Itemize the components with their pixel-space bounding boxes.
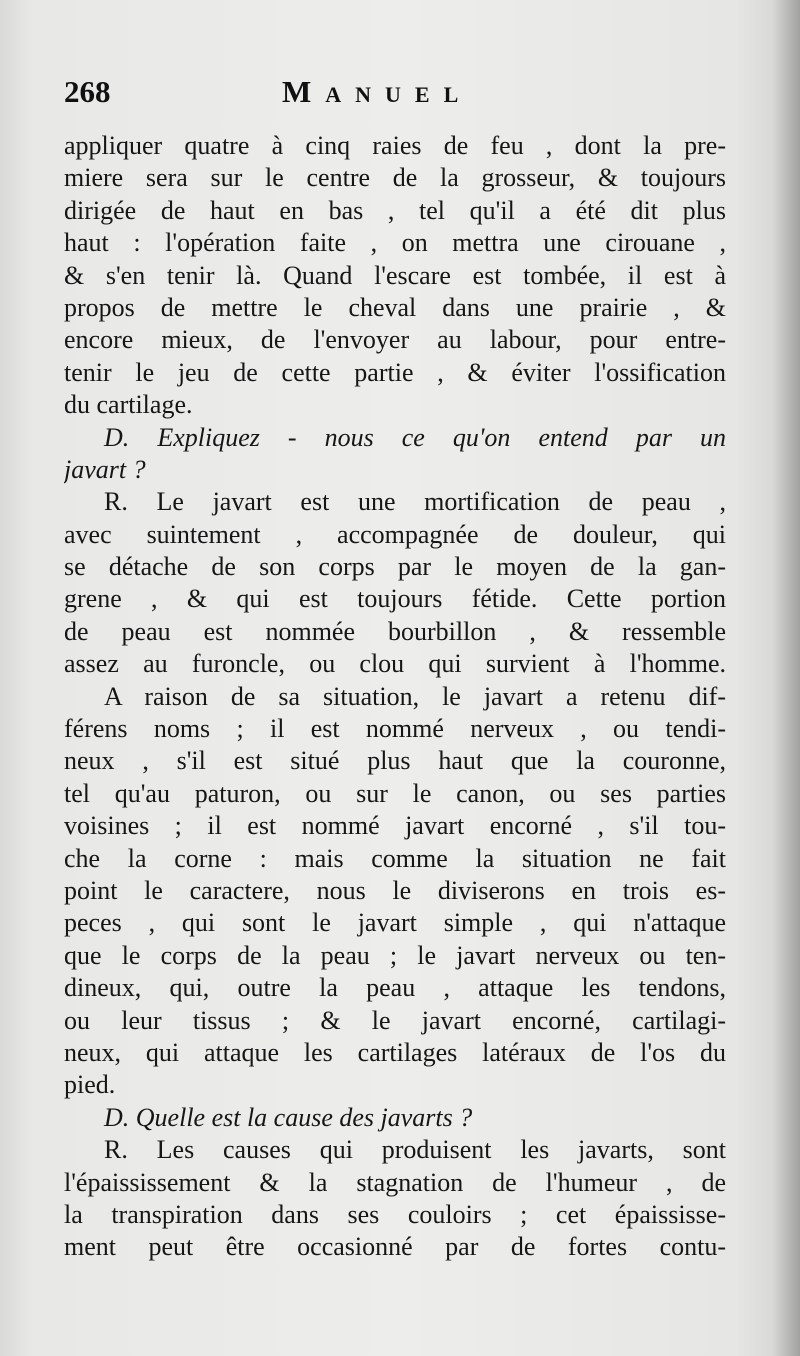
text-line: dineux, qui, outre la peau , attaque les tendons,	[64, 973, 726, 1003]
text-line: miere sera sur le centre de la grosseur, & toujours	[64, 163, 726, 193]
text-line: que le corps de la peau ; le javart nerveux ou ten-	[64, 940, 726, 970]
text-line: assez au furoncle, ou clou qui survient à l'homme.	[64, 649, 726, 679]
text-line: haut : l'opération faite , on mettra une cirouane ,	[64, 228, 726, 258]
text-line: avec suintement , accompagnée de douleur, qui	[64, 519, 726, 549]
answer-line: R. Le javart est une mortification de peau ,	[104, 487, 726, 517]
text-line: point le caractere, nous le diviserons en trois es-	[64, 875, 726, 905]
text-line: tel qu'au paturon, ou sur le canon, ou ses parties	[64, 778, 726, 808]
question-line: D. Expliquez - nous ce qu'on entend par un	[104, 422, 726, 452]
text-line: neux , s'il est situé plus haut que la couronne,	[64, 746, 726, 776]
text-line: neux, qui attaque les cartilages latéraux de l'os du	[64, 1037, 726, 1067]
text-line: peces , qui sont le javart simple , qui n'attaque	[64, 908, 726, 938]
text-line: grene , & qui est toujours fétide. Cette portion	[64, 584, 726, 614]
text-line: ou leur tissus ; & le javart encorné, cartilagi-	[64, 1005, 726, 1035]
body-text	[64, 130, 726, 1264]
text-line: férens noms ; il est nommé nerveux , ou tendi-	[64, 714, 726, 744]
text-line: l'épaississement & la stagnation de l'humeur , de	[64, 1167, 726, 1197]
text-line: tenir le jeu de cette partie , & éviter l'ossification	[64, 357, 726, 387]
text-line: du cartilage.	[64, 390, 193, 420]
page-number: 268	[64, 74, 111, 109]
text-line: appliquer quatre à cinq raies de feu , dont la pre-	[64, 131, 726, 160]
page-header	[64, 74, 726, 118]
text-line: encore mieux, de l'envoyer au labour, pour entre-	[64, 325, 726, 355]
text-line: pied.	[64, 1070, 116, 1100]
text-line: se détache de son corps par le moyen de la gan-	[64, 552, 726, 582]
question-line: D. Quelle est la cause des javarts ?	[104, 1102, 473, 1132]
question-line: javart ?	[64, 454, 146, 484]
text-line: la transpiration dans ses couloirs ; cet épaississe-	[64, 1199, 726, 1229]
text-line: propos de mettre le cheval dans une prairie , &	[64, 292, 726, 322]
text-line: voisines ; il est nommé javart encorné , s'il tou-	[64, 811, 726, 841]
answer-line: R. Les causes qui produisent les javarts, sont	[104, 1135, 726, 1165]
text-line: dirigée de haut en bas , tel qu'il a été dit plus	[64, 195, 726, 225]
text-line: de peau est nommée bourbillon , & ressemble	[64, 616, 726, 646]
text-line: che la corne : mais comme la situation ne fait	[64, 843, 726, 873]
running-title: Manuel	[282, 74, 473, 109]
text-line: & s'en tenir là. Quand l'escare est tombée, il est à	[64, 260, 726, 290]
text-line: ment peut être occasionné par de fortes contu-	[64, 1232, 726, 1262]
paragraph-start-line: A raison de sa situation, le javart a retenu dif-	[104, 681, 726, 711]
